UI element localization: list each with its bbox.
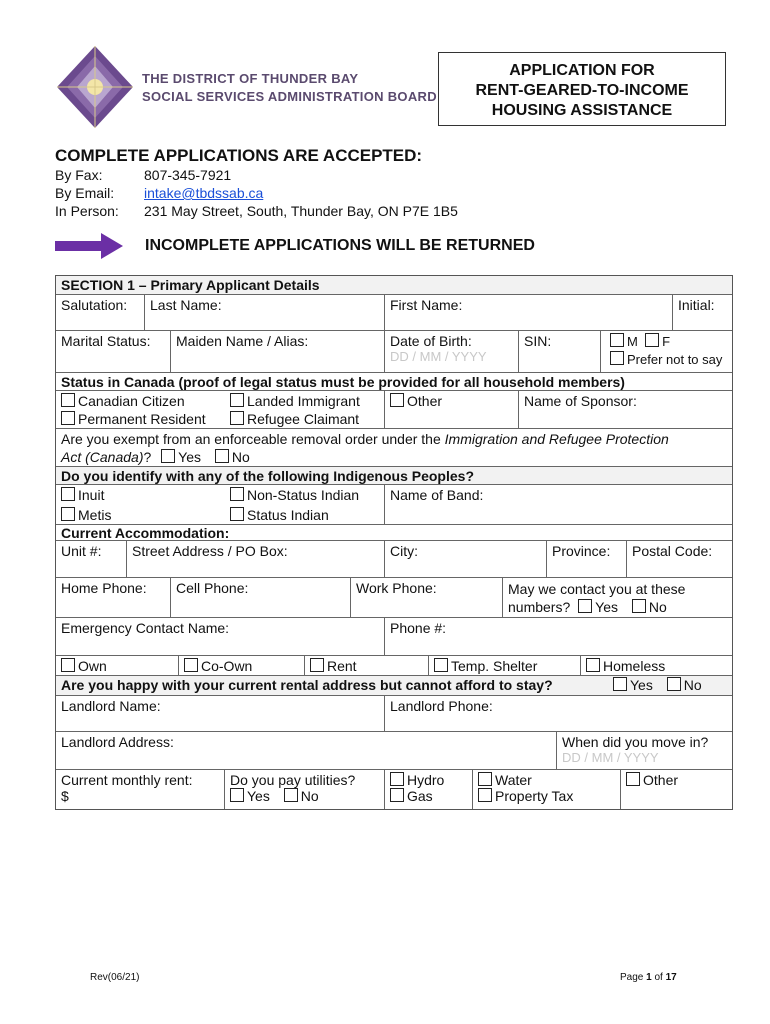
water-label: Water [495, 772, 532, 788]
application-form [55, 275, 733, 810]
landed-immigrant-label: Landed Immigrant [247, 393, 360, 409]
gas-label: Gas [407, 788, 433, 804]
homeless-checkbox[interactable] [586, 658, 600, 672]
move-in-placeholder: DD / MM / YYYY [562, 750, 659, 765]
utilities-no-label: No [300, 788, 319, 804]
hydro-checkbox[interactable] [390, 772, 404, 786]
landlord-row [56, 695, 732, 731]
property-tax-checkbox[interactable] [478, 788, 492, 802]
canadian-citizen-label: Canadian Citizen [78, 393, 185, 409]
page-prefix: Page [620, 972, 647, 983]
own-label: Own [78, 658, 107, 674]
page-total: 17 [665, 972, 677, 983]
postal-code-field[interactable] [626, 541, 734, 577]
canadian-citizen-checkbox[interactable] [61, 393, 75, 407]
org-name-line1: THE DISTRICT OF THUNDER BAY [142, 71, 359, 86]
sex-prefer-checkbox[interactable] [610, 351, 624, 365]
address-row [56, 540, 732, 577]
dob-label: Date of Birth: [390, 333, 472, 349]
inuit-label: Inuit [78, 487, 105, 503]
landlord-name-field[interactable] [56, 696, 384, 731]
sex-f-label: F [662, 334, 671, 349]
refugee-claimant-label: Refugee Claimant [247, 411, 360, 427]
non-status-indian-label: Non-Status Indian [247, 487, 360, 503]
sin-field[interactable] [518, 331, 600, 372]
utilities-other-label: Other [643, 772, 679, 788]
utilities-yes-checkbox[interactable] [230, 788, 244, 802]
unit-label: Unit #: [61, 543, 102, 559]
marital-status-label: Marital Status: [61, 333, 151, 349]
contact-yes-label: Yes [595, 599, 618, 615]
cell-phone-label: Cell Phone: [176, 580, 249, 596]
email-link[interactable]: intake@tbdssab.ca [144, 185, 264, 201]
status-checkboxes [56, 391, 384, 428]
afford-yes-checkbox[interactable] [613, 677, 627, 691]
landed-immigrant-checkbox[interactable] [230, 393, 244, 407]
move-in-label: When did you move in? [562, 734, 709, 750]
section1-heading-row [56, 276, 732, 294]
exempt-act-name: Immigration and Refugee Protection Act (Canada) [61, 431, 669, 465]
afford-yes-label: Yes [630, 677, 653, 693]
personal-row [56, 330, 732, 372]
permanent-resident-checkbox[interactable] [61, 411, 75, 425]
sponsor-field[interactable] [518, 391, 734, 428]
fax-label: By Fax: [55, 167, 103, 183]
rent-label: Rent [327, 658, 357, 674]
hydro-gas-options [384, 770, 472, 809]
property-tax-label: Property Tax [495, 788, 574, 804]
utilities-question-label: Do you pay utilities? [230, 772, 356, 788]
monthly-rent-field[interactable] [56, 770, 224, 809]
salutation-label: Salutation: [61, 297, 128, 313]
sex-prefer-label: Prefer not to say [627, 352, 723, 367]
contact-no-label: No [648, 599, 667, 615]
metis-label: Metis [78, 507, 112, 523]
emergency-contact-field[interactable] [56, 618, 384, 655]
permanent-resident-label: Permanent Resident [78, 411, 206, 427]
dob-field[interactable] [384, 331, 518, 372]
tenure-row [56, 655, 732, 675]
utilities-no-checkbox[interactable] [284, 788, 298, 802]
status-indian-label: Status Indian [247, 507, 329, 523]
province-label: Province: [552, 543, 611, 559]
page-of: of [651, 972, 666, 983]
revision-label: Rev(06/21) [90, 972, 140, 983]
exempt-row [56, 428, 732, 466]
submission-labels [55, 166, 119, 220]
street-label: Street Address / PO Box: [132, 543, 288, 559]
sin-label: SIN: [524, 333, 552, 349]
status-other-cell [384, 391, 518, 428]
incomplete-warning: INCOMPLETE APPLICATIONS WILL BE RETURNED [145, 237, 535, 254]
contact-question-1: May we contact you at these [508, 581, 686, 597]
cell-phone-field[interactable] [170, 578, 350, 617]
temp-shelter-option [428, 656, 580, 675]
title-line-3: HOUSING ASSISTANCE [491, 102, 673, 119]
status-other-checkbox[interactable] [390, 393, 404, 407]
utilities-question [224, 770, 384, 809]
exempt-no-checkbox[interactable] [215, 449, 229, 463]
city-field[interactable] [384, 541, 546, 577]
utilities-yes-label: Yes [247, 788, 270, 804]
landlord-name-label: Landlord Name: [61, 698, 161, 714]
fax-number: 807-345-7921 [144, 167, 232, 183]
rent-option [304, 656, 428, 675]
indigenous-heading: Do you identify with any of the following Indigenous Peoples? [61, 468, 474, 484]
unit-field[interactable] [56, 541, 126, 577]
contact-permission [502, 578, 734, 617]
contact-no-checkbox[interactable] [632, 599, 646, 613]
coown-checkbox[interactable] [184, 658, 198, 672]
rent-checkbox[interactable] [310, 658, 324, 672]
rent-utilities-row [56, 769, 732, 809]
org-name [142, 70, 437, 106]
inuit-checkbox[interactable] [61, 487, 75, 501]
accommodation-heading-row [56, 524, 732, 540]
arrow-right-icon [55, 233, 125, 264]
status-options-row [56, 390, 732, 428]
names-row [56, 294, 732, 330]
dob-placeholder: DD / MM / YYYY [390, 349, 487, 364]
status-other-label: Other [407, 393, 443, 409]
coown-option [178, 656, 304, 675]
emergency-phone-field[interactable] [384, 618, 734, 655]
maiden-name-label: Maiden Name / Alias: [176, 333, 309, 349]
title-line-2: RENT-GEARED-TO-INCOME [475, 82, 689, 99]
utilities-other-checkbox[interactable] [626, 772, 640, 786]
initial-field[interactable] [672, 295, 734, 330]
sponsor-label: Name of Sponsor: [524, 393, 637, 409]
afford-question: Are you happy with your current rental address but cannot afford to stay? [61, 677, 553, 693]
exempt-text-1: Are you exempt from an enforceable removal order under the [61, 431, 445, 447]
page-current: 1 [646, 972, 652, 983]
homeless-option [580, 656, 734, 675]
logo-emblem-icon [55, 44, 135, 130]
emergency-phone-label: Phone #: [390, 620, 447, 636]
temp-shelter-label: Temp. Shelter [451, 658, 538, 674]
accept-heading: COMPLETE APPLICATIONS ARE ACCEPTED: [55, 146, 423, 165]
band-name-field[interactable] [384, 485, 734, 524]
indigenous-heading-row [56, 466, 732, 484]
exempt-text-2: ? [143, 449, 152, 465]
landlord-phone-field[interactable] [384, 696, 734, 731]
postal-code-label: Postal Code: [632, 543, 713, 559]
person-label: In Person: [55, 203, 119, 219]
water-checkbox[interactable] [478, 772, 492, 786]
own-checkbox[interactable] [61, 658, 75, 672]
indigenous-options-row [56, 484, 732, 524]
exempt-yes-label: Yes [178, 449, 202, 465]
maiden-name-field[interactable] [170, 331, 384, 372]
section1-heading: SECTION 1 – Primary Applicant Details [61, 277, 320, 293]
temp-shelter-checkbox[interactable] [434, 658, 448, 672]
landlord-address-row [56, 731, 732, 769]
landlord-address-label: Landlord Address: [61, 734, 174, 750]
salutation-field[interactable] [56, 295, 144, 330]
sex-f-checkbox[interactable] [645, 333, 659, 347]
own-option [56, 656, 178, 675]
street-field[interactable] [126, 541, 384, 577]
landlord-address-field[interactable] [56, 732, 556, 769]
exempt-yes-checkbox[interactable] [161, 449, 175, 463]
afford-options [608, 676, 734, 695]
marital-status-field[interactable] [56, 331, 170, 372]
non-status-indian-checkbox[interactable] [230, 487, 244, 501]
refugee-claimant-checkbox[interactable] [230, 411, 244, 425]
afford-no-label: No [683, 677, 702, 693]
contact-yes-checkbox[interactable] [578, 599, 592, 613]
indigenous-checkboxes [56, 485, 384, 524]
landlord-phone-label: Landlord Phone: [390, 698, 493, 714]
homeless-label: Homeless [603, 658, 666, 674]
status-heading-row [56, 372, 732, 390]
last-name-label: Last Name: [150, 297, 222, 313]
afford-row [56, 675, 732, 695]
logo [55, 44, 135, 130]
monthly-rent-label: Current monthly rent: [61, 772, 193, 788]
emergency-contact-label: Emergency Contact Name: [61, 620, 230, 636]
work-phone-field[interactable] [350, 578, 502, 617]
page-number [620, 972, 677, 983]
utilities-other-option [620, 770, 734, 809]
org-name-line2: SOCIAL SERVICES ADMINISTRATION BOARD [142, 89, 437, 104]
metis-checkbox[interactable] [61, 507, 75, 521]
email-label: By Email: [55, 185, 115, 201]
exempt-question [56, 429, 676, 466]
accommodation-heading: Current Accommodation: [61, 525, 230, 541]
sex-options [600, 331, 734, 372]
title-line-1: APPLICATION FOR [509, 62, 655, 79]
city-label: City: [390, 543, 418, 559]
status-indian-checkbox[interactable] [230, 507, 244, 521]
hydro-label: Hydro [407, 772, 445, 788]
office-address: 231 May Street, South, Thunder Bay, ON P7E 1B5 [144, 203, 458, 219]
first-name-field[interactable] [384, 295, 672, 330]
exempt-no-label: No [231, 449, 250, 465]
band-name-label: Name of Band: [390, 487, 484, 503]
submission-values [144, 166, 458, 220]
home-phone-label: Home Phone: [61, 580, 147, 596]
last-name-field[interactable] [144, 295, 384, 330]
sex-m-checkbox[interactable] [610, 333, 624, 347]
form-title [438, 52, 726, 126]
province-field[interactable] [546, 541, 626, 577]
dollar-sign: $ [61, 788, 69, 804]
move-in-field[interactable] [556, 732, 734, 769]
home-phone-field[interactable] [56, 578, 170, 617]
initial-label: Initial: [678, 297, 715, 313]
gas-checkbox[interactable] [390, 788, 404, 802]
contact-question-2: numbers? [508, 599, 571, 615]
coown-label: Co-Own [201, 658, 253, 674]
phones-row [56, 577, 732, 617]
sex-m-label: M [627, 334, 638, 349]
first-name-label: First Name: [390, 297, 463, 313]
water-tax-options [472, 770, 620, 809]
work-phone-label: Work Phone: [356, 580, 437, 596]
emergency-row [56, 617, 732, 655]
afford-no-checkbox[interactable] [667, 677, 681, 691]
status-heading: Status in Canada (proof of legal status must be provided for all household members) [61, 374, 625, 390]
